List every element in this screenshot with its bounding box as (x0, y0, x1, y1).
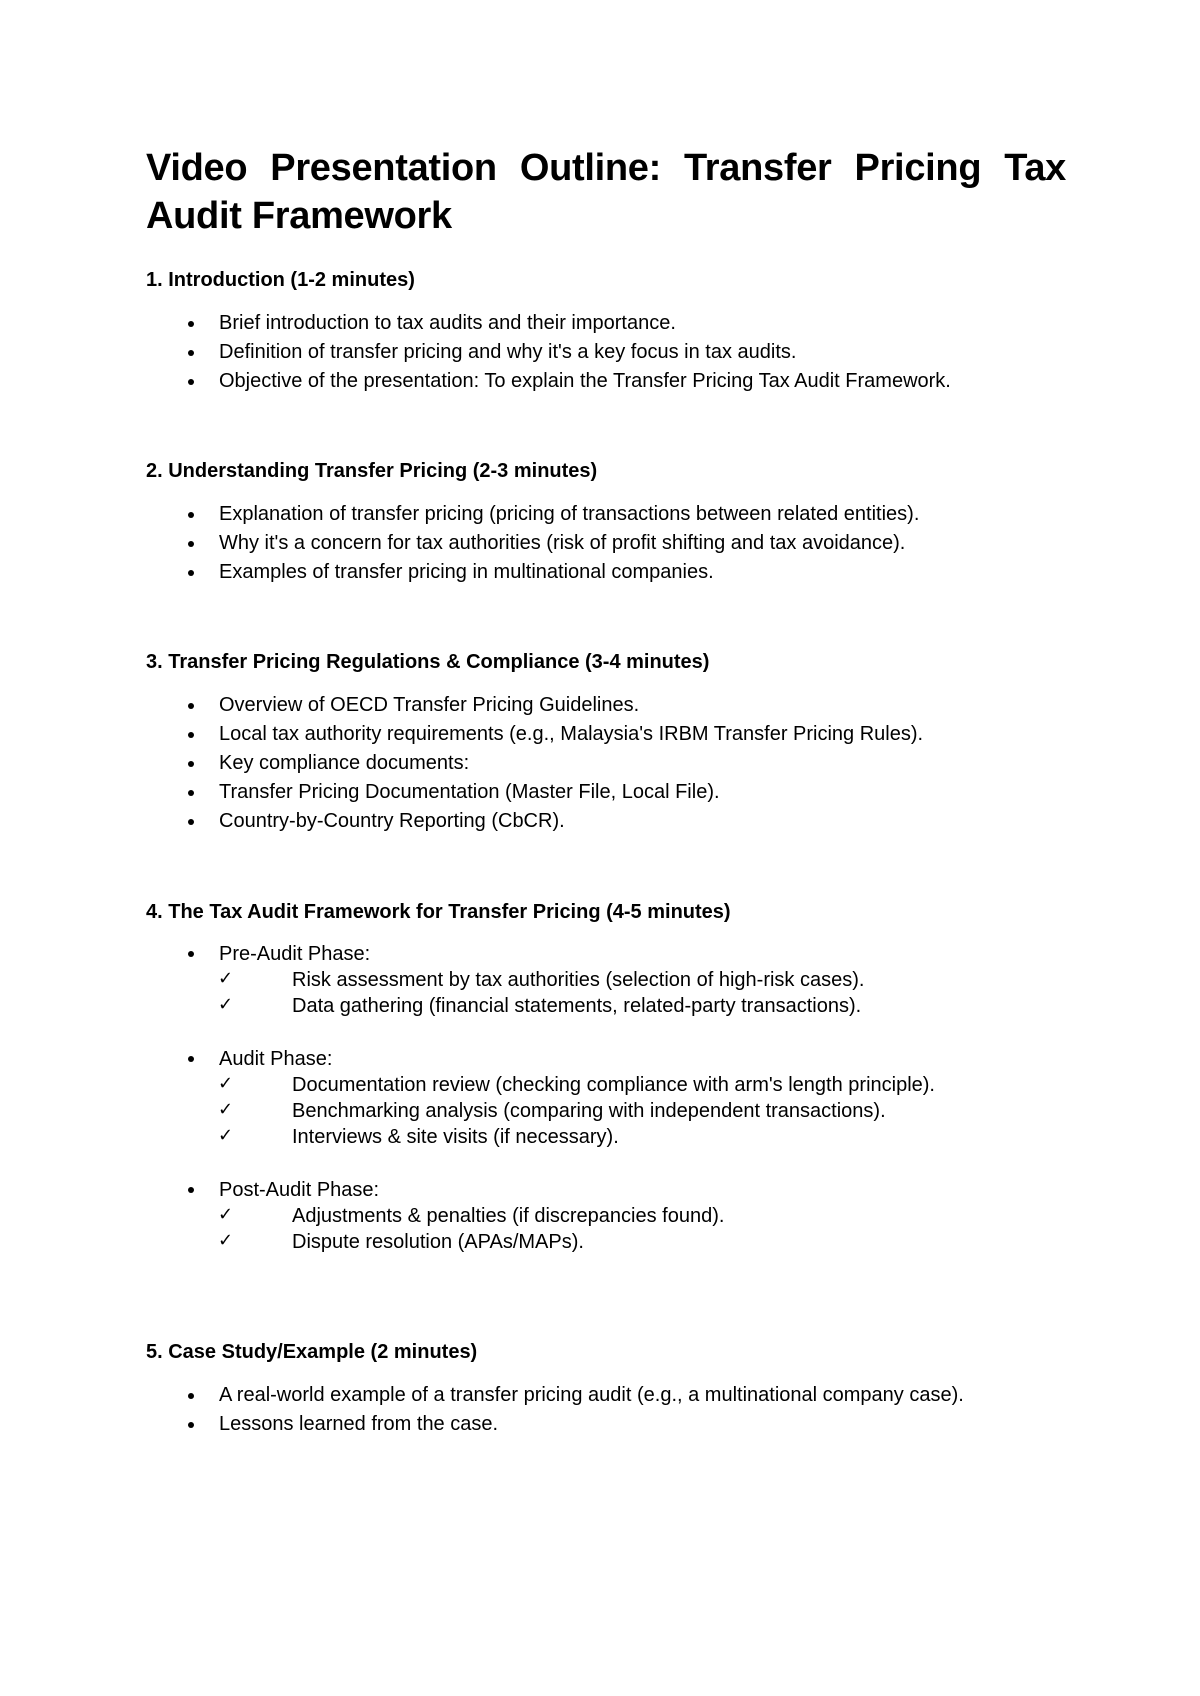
list-item (146, 500, 1086, 529)
section-regulations-compliance (146, 649, 1086, 836)
section-heading: 4. The Tax Audit Framework for Transfer Pricing (4-5 minutes) (146, 901, 731, 923)
list-item (146, 1410, 1086, 1439)
list-item-text: Overview of OECD Transfer Pricing Guidelines. (219, 694, 640, 716)
bullet-dot-icon (188, 570, 194, 576)
list-item (146, 1046, 1086, 1072)
checkmark-icon: ✓ (218, 1125, 234, 1146)
list-item (146, 807, 1086, 836)
bullet-dot-icon (188, 379, 194, 385)
list-item (146, 338, 1086, 367)
bullet-list (146, 691, 1086, 836)
bullet-dot-icon (188, 732, 194, 738)
phase-label: Post-Audit Phase: (219, 1179, 380, 1201)
bullet-dot-icon (188, 1187, 194, 1193)
checkmark-icon: ✓ (218, 994, 234, 1015)
list-item-text: Explanation of transfer pricing (pricing of transactions between related entities). (219, 503, 920, 525)
bullet-dot-icon (188, 321, 194, 327)
list-item (146, 778, 1086, 807)
bullet-list (146, 309, 1086, 396)
checklist-item-text: Adjustments & penalties (if discrepancies found). (292, 1205, 725, 1227)
checkmark-icon: ✓ (218, 1073, 234, 1094)
list-item-text: Local tax authority requirements (e.g., Malaysia's IRBM Transfer Pricing Rules). (219, 723, 924, 745)
bullet-dot-icon (188, 703, 194, 709)
section-heading: 1. Introduction (1-2 minutes) (146, 269, 415, 291)
list-item (146, 941, 1086, 967)
checklist-item (146, 1124, 1086, 1150)
checkmark-icon: ✓ (218, 1204, 234, 1225)
list-item-text: Country-by-Country Reporting (CbCR). (219, 810, 565, 832)
phase-audit (146, 1046, 1086, 1150)
checklist-item-text: Data gathering (financial statements, related-party transactions). (292, 995, 862, 1017)
checklist-item-text: Interviews & site visits (if necessary). (292, 1126, 619, 1148)
checklist-item (146, 1203, 1086, 1229)
list-item-text: Transfer Pricing Documentation (Master File, Local File). (219, 781, 720, 803)
bullet-dot-icon (188, 951, 194, 957)
list-item (146, 1381, 1086, 1410)
section-heading: 5. Case Study/Example (2 minutes) (146, 1341, 478, 1363)
document-title: Video Presentation Outline: Transfer Pricing Tax Audit Framework (146, 147, 1066, 237)
list-item-text: Key compliance documents: (219, 752, 470, 774)
list-item (146, 749, 1086, 778)
list-item-text: Brief introduction to tax audits and their importance. (219, 312, 676, 334)
list-item (146, 1177, 1086, 1203)
checkmark-icon: ✓ (218, 968, 234, 989)
bullet-dot-icon (188, 1393, 194, 1399)
checklist-item (146, 1072, 1086, 1098)
checklist-item (146, 1229, 1086, 1255)
bullet-dot-icon (188, 1056, 194, 1062)
list-item (146, 309, 1086, 338)
bullet-list (146, 1381, 1086, 1439)
phase-label: Pre-Audit Phase: (219, 943, 371, 965)
checklist-item (146, 1098, 1086, 1124)
list-item-text: Definition of transfer pricing and why it's a key focus in tax audits. (219, 341, 797, 363)
list-item (146, 367, 1086, 396)
section-tax-audit-framework (146, 899, 1086, 1282)
bullet-dot-icon (188, 541, 194, 547)
phase-list (146, 941, 1086, 1255)
list-item (146, 691, 1086, 720)
bullet-dot-icon (188, 512, 194, 518)
list-item (146, 558, 1086, 587)
bullet-dot-icon (188, 350, 194, 356)
list-item (146, 720, 1086, 749)
list-item-text: Examples of transfer pricing in multinational companies. (219, 561, 714, 583)
section-heading: 2. Understanding Transfer Pricing (2-3 minutes) (146, 460, 598, 482)
list-item-text: A real-world example of a transfer pricing audit (e.g., a multinational company case). (219, 1384, 964, 1406)
bullet-dot-icon (188, 790, 194, 796)
phase-pre-audit (146, 941, 1086, 1019)
checklist-item-text: Risk assessment by tax authorities (selection of high-risk cases). (292, 969, 865, 991)
checkmark-icon: ✓ (218, 1099, 234, 1120)
phase-label: Audit Phase: (219, 1048, 333, 1070)
phase-post-audit (146, 1177, 1086, 1255)
list-item-text: Why it's a concern for tax authorities (risk of profit shifting and tax avoidance). (219, 532, 906, 554)
list-item-text: Objective of the presentation: To explain the Transfer Pricing Tax Audit Framework. (219, 370, 951, 392)
checklist-item-text: Benchmarking analysis (comparing with independent transactions). (292, 1100, 886, 1122)
bullet-dot-icon (188, 761, 194, 767)
checklist-item-text: Dispute resolution (APAs/MAPs). (292, 1231, 584, 1253)
section-understanding-transfer-pricing (146, 458, 1086, 587)
checklist-item (146, 993, 1086, 1019)
list-item-text: Lessons learned from the case. (219, 1413, 499, 1435)
bullet-dot-icon (188, 819, 194, 825)
checklist-item (146, 967, 1086, 993)
section-introduction (146, 267, 1086, 396)
section-case-study (146, 1339, 1086, 1439)
checklist-item-text: Documentation review (checking compliance with arm's length principle). (292, 1074, 935, 1096)
bullet-dot-icon (188, 1422, 194, 1428)
list-item (146, 529, 1086, 558)
section-heading: 3. Transfer Pricing Regulations & Compliance (3-4 minutes) (146, 651, 710, 673)
bullet-list (146, 500, 1086, 587)
checkmark-icon: ✓ (218, 1230, 234, 1251)
